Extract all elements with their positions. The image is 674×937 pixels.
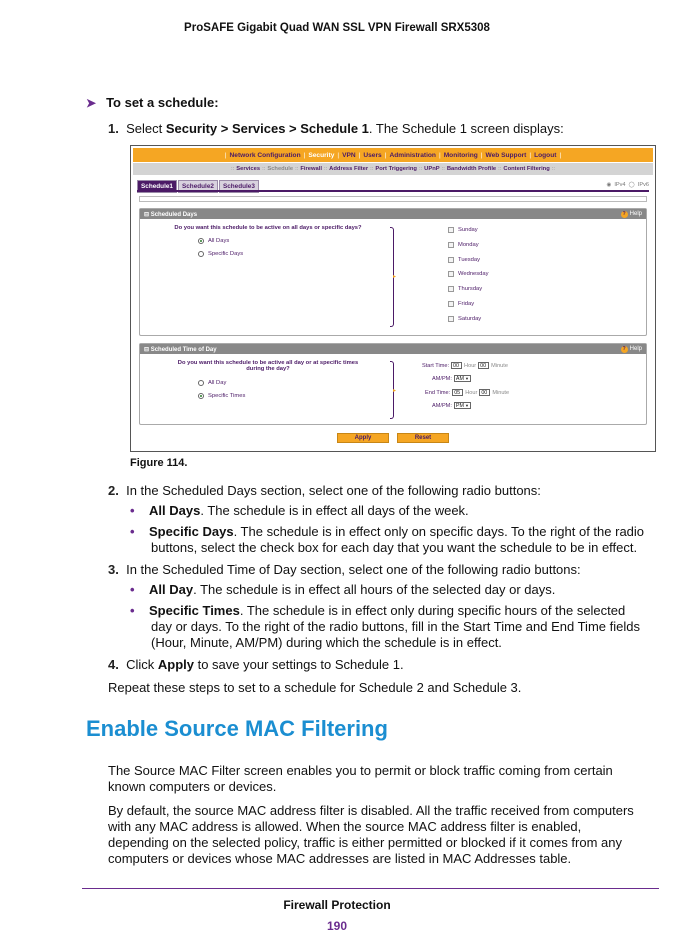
secondary-nav: :: Services :: Schedule :: Firewall :: Address Filter :: Port Triggering :: UPnP :: Bandwidth Profile :: Content Filtering :: bbox=[133, 163, 653, 175]
caret-right-icon: ▸ bbox=[393, 388, 397, 394]
task-heading-text: To set a schedule: bbox=[106, 95, 219, 110]
subnav-bandwidth-profile[interactable]: Bandwidth Profile bbox=[446, 166, 497, 172]
checkbox-icon[interactable] bbox=[448, 242, 454, 248]
bullet-icon: • bbox=[130, 503, 135, 518]
radio-ipv4-icon[interactable]: ◉ bbox=[606, 182, 612, 188]
radio-on-icon[interactable] bbox=[198, 393, 204, 399]
nav-web-support[interactable]: Web Support bbox=[485, 151, 527, 159]
end-ampm-select[interactable]: PM▼ bbox=[455, 403, 469, 409]
nav-administration[interactable]: Administration bbox=[389, 151, 436, 159]
nav-vpn[interactable]: VPN bbox=[342, 151, 356, 159]
task-heading bbox=[86, 95, 219, 110]
tab-underline bbox=[137, 190, 649, 192]
checkbox-icon[interactable] bbox=[448, 301, 454, 307]
radio-specific-times[interactable]: Specific Times bbox=[198, 393, 245, 399]
step-2-bullet-2-cont: buttons, select the check box for each day that you want the schedule to be in effect. bbox=[151, 540, 638, 555]
mac-para-2-l3: depending on the selected policy, traffic is either permitted or blocked if it comes from any bbox=[108, 835, 623, 850]
step-2: 2. In the Scheduled Days section, select one of the following radio buttons: bbox=[108, 483, 541, 498]
scheduled-days-header bbox=[140, 209, 646, 219]
primary-nav: | Network Configuration | Security | VPN | Users | Administration | Monitoring | Web Support | Logout | bbox=[133, 148, 653, 162]
subnav-content-filtering[interactable]: Content Filtering bbox=[503, 166, 550, 172]
bullet-icon: • bbox=[130, 582, 135, 597]
radio-off-icon[interactable] bbox=[198, 380, 204, 386]
checkbox-friday[interactable]: Friday bbox=[448, 301, 474, 307]
start-time-row: Start Time: 00 Hour 00 Minute bbox=[422, 362, 508, 369]
nav-network-configuration[interactable]: Network Configuration bbox=[229, 151, 301, 159]
step-3-bullet-1: • All Day. The schedule is in effect all hours of the selected day or days. bbox=[130, 582, 556, 597]
scheduled-time-title: Scheduled Time of Day bbox=[150, 346, 217, 353]
checkbox-sunday[interactable]: Sunday bbox=[448, 227, 478, 233]
nav-users[interactable]: Users bbox=[363, 151, 382, 159]
page-header: ProSAFE Gigabit Quad WAN SSL VPN Firewall SRX5308 bbox=[184, 22, 490, 34]
checkbox-icon[interactable] bbox=[448, 271, 454, 277]
schedule1-screenshot bbox=[130, 145, 656, 452]
checkbox-icon[interactable] bbox=[448, 286, 454, 292]
start-ampm-row: AM/PM: AM▼ bbox=[432, 375, 469, 382]
chevron-down-icon: ▼ bbox=[464, 403, 469, 408]
start-hour-input[interactable]: 00 bbox=[451, 362, 462, 369]
step-2-bullet-1: • All Days. The schedule is in effect all days of the week. bbox=[130, 503, 469, 518]
step-3: 3. In the Scheduled Time of Day section, select one of the following radio buttons: bbox=[108, 562, 581, 577]
days-question: Do you want this schedule to be active on all days or specific days? bbox=[174, 225, 362, 231]
section-title: Enable Source MAC Filtering bbox=[86, 716, 388, 741]
start-ampm-select[interactable]: AM▼ bbox=[455, 376, 469, 382]
tab-schedule1[interactable]: Schedule1 bbox=[137, 180, 177, 193]
chevron-down-icon: ▼ bbox=[464, 376, 469, 381]
step-1: 1. Select Security > Services > Schedule 1. The Schedule 1 screen displays: bbox=[108, 121, 564, 136]
checkbox-icon[interactable] bbox=[448, 227, 454, 233]
nav-logout[interactable]: Logout bbox=[534, 151, 557, 159]
checkbox-saturday[interactable]: Saturday bbox=[448, 316, 481, 322]
repeat-note: Repeat these steps to set to a schedule for Schedule 2 and Schedule 3. bbox=[108, 680, 522, 695]
subnav-address-filter[interactable]: Address Filter bbox=[329, 166, 369, 172]
apply-button[interactable]: Apply bbox=[337, 433, 389, 443]
help-icon: ? bbox=[622, 345, 626, 352]
radio-on-icon[interactable] bbox=[198, 238, 204, 244]
mac-para-1-l2: known computers or devices. bbox=[108, 779, 277, 794]
subnav-services[interactable]: Services bbox=[236, 166, 261, 172]
step-3-bullet-2-cont2: (Hour, Minute, AM/PM) during which the schedule is in effect. bbox=[151, 635, 502, 650]
tab-schedule3[interactable]: Schedule3 bbox=[219, 180, 259, 193]
help-link[interactable]: ? Help bbox=[622, 345, 642, 352]
mac-para-1-l1: The Source MAC Filter screen enables you to permit or block traffic coming from certain bbox=[108, 763, 613, 778]
subnav-schedule[interactable]: Schedule bbox=[267, 166, 294, 172]
step-3-bullet-2: • Specific Times. The schedule is in effect only during specific hours of the selected bbox=[130, 603, 626, 618]
arrow-icon: ➤ bbox=[86, 96, 97, 110]
step-2-bullet-2: • Specific Days. The schedule is in effect only on specific days. To the right of the radio bbox=[130, 524, 645, 539]
radio-specific-days[interactable]: Specific Days bbox=[198, 251, 243, 257]
spacer-bar bbox=[139, 196, 647, 202]
tab-schedule2[interactable]: Schedule2 bbox=[178, 180, 218, 193]
page-number: 190 bbox=[326, 919, 348, 933]
help-link[interactable]: ? Help bbox=[622, 210, 642, 217]
checkbox-thursday[interactable]: Thursday bbox=[448, 286, 482, 292]
bullet-icon: • bbox=[130, 524, 135, 539]
step-4: 4. Click Apply to save your settings to Schedule 1. bbox=[108, 657, 404, 672]
ipv4-label: IPv4 bbox=[614, 182, 626, 188]
time-question: Do you want this schedule to be active all day or at specific times during the day? bbox=[177, 360, 359, 372]
checkbox-icon[interactable] bbox=[448, 257, 454, 263]
footer-chapter: Firewall Protection bbox=[283, 898, 391, 912]
end-time-row: End Time: 05 Hour 00 Minute bbox=[425, 389, 510, 396]
start-minute-input[interactable]: 00 bbox=[478, 362, 489, 369]
collapse-icon[interactable]: ⊟ bbox=[144, 346, 150, 353]
end-hour-input[interactable]: 05 bbox=[452, 389, 463, 396]
scheduled-days-title: Scheduled Days bbox=[150, 211, 198, 218]
checkbox-monday[interactable]: Monday bbox=[448, 242, 479, 248]
nav-monitoring[interactable]: Monitoring bbox=[443, 151, 478, 159]
bullet-icon: • bbox=[130, 603, 135, 618]
caret-right-icon: ▸ bbox=[393, 274, 397, 280]
end-minute-input[interactable]: 00 bbox=[479, 389, 490, 396]
checkbox-icon[interactable] bbox=[448, 316, 454, 322]
figure-caption: Figure 114. bbox=[130, 457, 188, 469]
subnav-port-triggering[interactable]: Port Triggering bbox=[375, 166, 417, 172]
scheduled-days-section bbox=[139, 208, 647, 336]
radio-all-days[interactable]: All Days bbox=[198, 238, 229, 244]
step-3-bullet-2-cont1: day or days. To the right of the radio buttons, fill in the Start Time and End Time fields bbox=[151, 619, 640, 634]
reset-button[interactable]: Reset bbox=[397, 433, 449, 443]
subnav-firewall[interactable]: Firewall bbox=[300, 166, 322, 172]
collapse-icon[interactable]: ⊟ bbox=[144, 211, 150, 218]
subnav-upnp[interactable]: UPnP bbox=[424, 166, 440, 172]
mac-para-2-l4: computers or devices whose MAC addresses are listed in MAC Addresses table. bbox=[108, 851, 572, 866]
checkbox-tuesday[interactable]: Tuesday bbox=[448, 257, 480, 263]
nav-security[interactable]: Security bbox=[308, 151, 335, 159]
ipv6-label: IPv6 bbox=[637, 182, 649, 188]
footer-rule bbox=[82, 888, 659, 889]
scheduled-time-section bbox=[139, 343, 647, 425]
radio-off-icon[interactable] bbox=[198, 251, 204, 257]
radio-all-day[interactable]: All Day bbox=[198, 380, 226, 386]
mac-para-2-l1: By default, the source MAC address filter is disabled. All the traffic received from computers bbox=[108, 803, 634, 818]
mac-para-2-l2: with any MAC address is allowed. When the source MAC address filter is enabled, bbox=[108, 819, 582, 834]
scheduled-time-header bbox=[140, 344, 646, 354]
end-ampm-row: AM/PM: PM▼ bbox=[432, 402, 469, 409]
ip-version-toggle bbox=[603, 182, 649, 188]
radio-ipv6-icon[interactable]: ◯ bbox=[628, 182, 635, 188]
checkbox-wednesday[interactable]: Wednesday bbox=[448, 271, 489, 277]
help-icon: ? bbox=[622, 210, 626, 217]
